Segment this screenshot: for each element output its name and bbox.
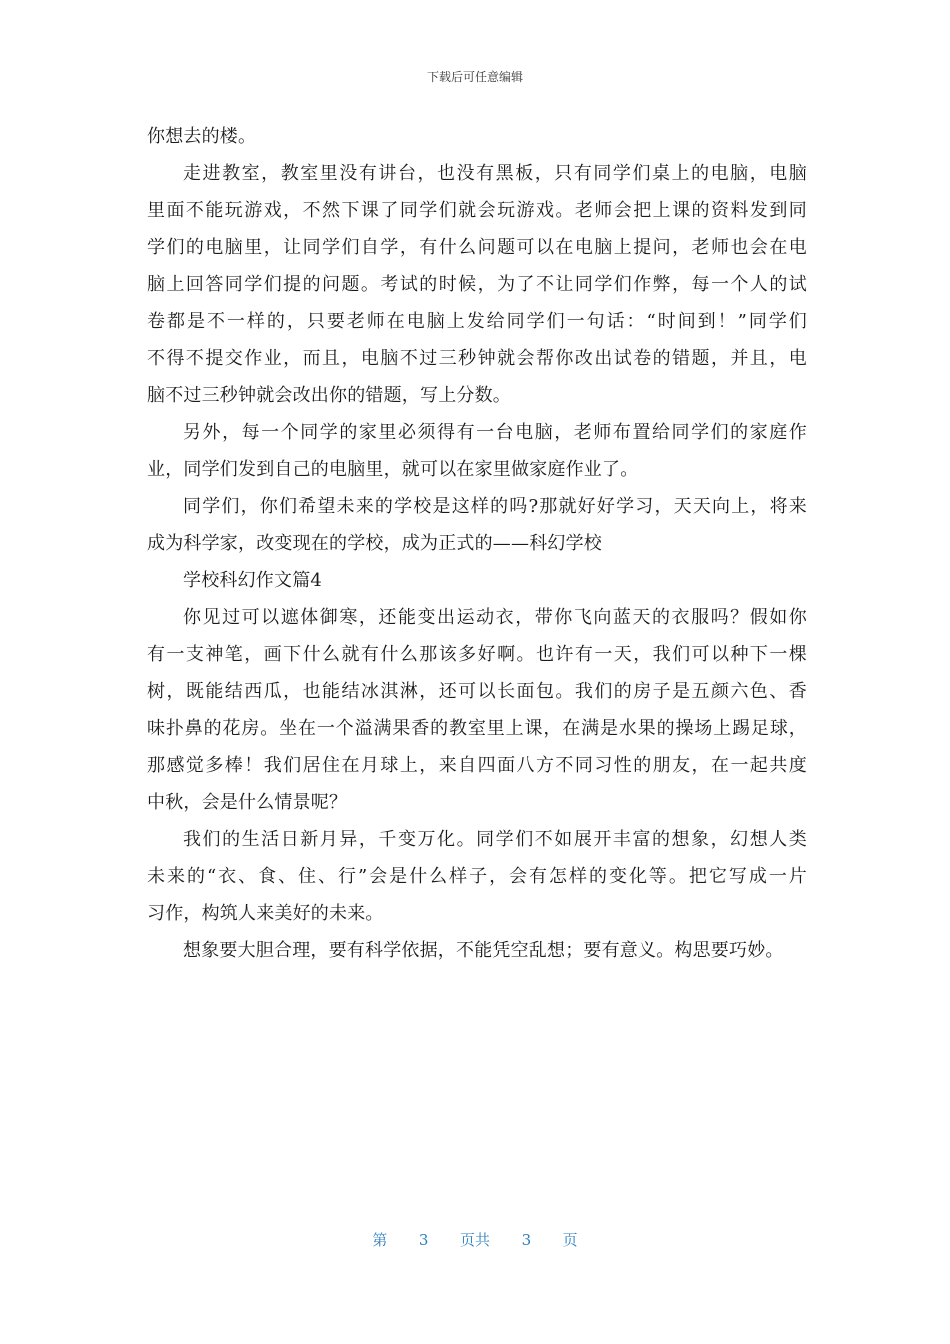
paragraph-line: 学们的电脑里，让同学们自学，有什么问题可以在电脑上提问，老师也会在电 xyxy=(147,237,807,258)
paragraph-line: 脑上回答同学们提的问题。考试的时候，为了不让同学们作弊，每一个人的试 xyxy=(147,274,807,295)
paragraph-line: 中秋，会是什么情景呢？ xyxy=(147,792,348,813)
paragraph-line: 味扑鼻的花房。坐在一个溢满果香的教室里上课，在满是水果的操场上踢足球， xyxy=(147,718,807,739)
page-label-suffix: 页 xyxy=(562,1231,578,1249)
section-heading: 学校科幻作文篇4 xyxy=(183,570,323,591)
paragraph-line: 同学们，你们希望未来的学校是这样的吗?那就好好学习，天天向上，将来 xyxy=(183,496,807,517)
current-page-number: 3 xyxy=(418,1231,429,1249)
page-footer xyxy=(0,1229,950,1250)
paragraph-line: 你见过可以遮体御寒，还能变出运动衣，带你飞向蓝天的衣服吗？假如你 xyxy=(183,607,807,628)
paragraph-line: 里面不能玩游戏，不然下课了同学们就会玩游戏。老师会把上课的资料发到同 xyxy=(147,200,807,221)
total-page-count: 3 xyxy=(521,1231,532,1249)
paragraph-line: 未来的“衣、食、住、行”会是什么样子，会有怎样的变化等。把它写成一片 xyxy=(147,866,807,887)
page-label-prefix: 第 xyxy=(372,1231,388,1249)
document-body xyxy=(147,118,807,969)
page-label-middle: 页共 xyxy=(459,1231,490,1249)
paragraph-line: 不得不提交作业，而且，电脑不过三秒钟就会帮你改出试卷的错题，并且，电 xyxy=(147,348,807,369)
paragraph-line: 想象要大胆合理，要有科学依据，不能凭空乱想；要有意义。构思要巧妙。 xyxy=(183,940,784,961)
paragraph-line: 卷都是不一样的，只要老师在电脑上发给同学们一句话：“时间到！”同学们 xyxy=(147,311,807,332)
paragraph-line: 你想去的楼。 xyxy=(147,126,257,147)
paragraph-line: 习作，构筑人来美好的未来。 xyxy=(147,903,384,924)
paragraph-line: 我们的生活日新月异，千变万化。同学们不如展开丰富的想象，幻想人类 xyxy=(183,829,807,850)
paragraph-line: 那感觉多棒！我们居住在月球上，来自四面八方不同习性的朋友，在一起共度 xyxy=(147,755,807,776)
paragraph-line: 脑不过三秒钟就会改出你的错题，写上分数。 xyxy=(147,385,511,406)
download-note: 下载后可任意编辑 xyxy=(426,70,523,84)
paragraph-line: 树，既能结西瓜，也能结冰淇淋，还可以长面包。我们的房子是五颜六色、香 xyxy=(147,681,807,702)
paragraph-line: 走进教室，教室里没有讲台，也没有黑板，只有同学们桌上的电脑，电脑 xyxy=(183,163,807,184)
paragraph-line: 另外，每一个同学的家里必须得有一台电脑，老师布置给同学们的家庭作 xyxy=(183,422,807,443)
paragraph-line: 有一支神笔，画下什么就有什么那该多好啊。也许有一天，我们可以种下一棵 xyxy=(147,644,807,665)
paragraph-line: 成为科学家，改变现在的学校，成为正式的——科幻学校 xyxy=(147,533,602,554)
paragraph-line: 业，同学们发到自己的电脑里，就可以在家里做家庭作业了。 xyxy=(147,459,639,480)
